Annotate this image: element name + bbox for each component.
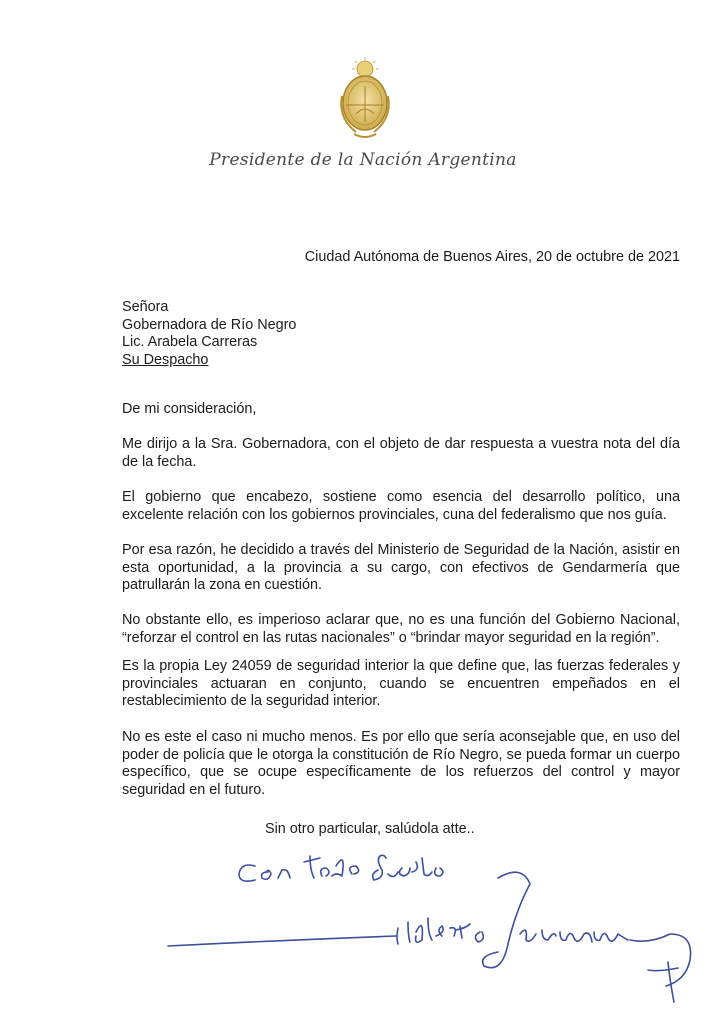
paragraph: Por esa razón, he decidido a través del Ministerio de Seguridad de la Nación, asistir en esta oportunidad, a la provincia a su cargo, con efectivos de Gendarmería que patrullarán la zona en cuestión. [122, 542, 680, 594]
recipient-line: Gobernadora de Río Negro [122, 316, 297, 333]
recipient-block [122, 299, 296, 369]
paragraph: No obstante ello, es imperioso aclarar que, no es una función del Gobierno Nacional, “reforzar el control en las rutas nacionales” o “brindar mayor seguridad en la región”. [122, 612, 680, 646]
recipient-line: Lic. Arabela Carreras [122, 334, 258, 351]
letterhead-title: Presidente de la Nación Argentina [209, 150, 517, 170]
recipient-line: Señora [122, 299, 169, 315]
paragraph: Me dirijo a la Sra. Gobernadora, con el objeto de dar respuesta a vuestra nota del día de la fecha. [122, 436, 680, 470]
date-line: Ciudad Autónoma de Buenos Aires, 20 de octubre de 2021 [304, 249, 680, 265]
closing-line: Sin otro particular, salúdola atte.. [265, 821, 475, 837]
paragraph: El gobierno que encabezo, sostiene como esencia del desarrollo político, una excelente relación con los gobiernos provinciales, cuna del federalismo que nos guía. [122, 489, 680, 523]
paragraph: Es la propia Ley 24059 de seguridad interior la que define que, las fuerzas federales y provinciales actuaran en conjunto, cuando se encuentren empeñados en el restablecimiento de la seguridad interior. [122, 658, 680, 710]
handwritten-signature [160, 838, 720, 1018]
national-coat-of-arms-icon [336, 56, 394, 140]
paragraph: No es este el caso ni mucho menos. Es por ello que sería aconsejable que, en uso del poder de policía que le otorga la constitución de Río Negro, se pueda formar un cuerpo específico, que se ocupe específicamente de los refuerzos del control y mayor seguridad en el futuro. [122, 729, 680, 798]
recipient-underlined-line: Su Despacho [122, 351, 209, 368]
greeting: De mi consideración, [122, 401, 257, 417]
